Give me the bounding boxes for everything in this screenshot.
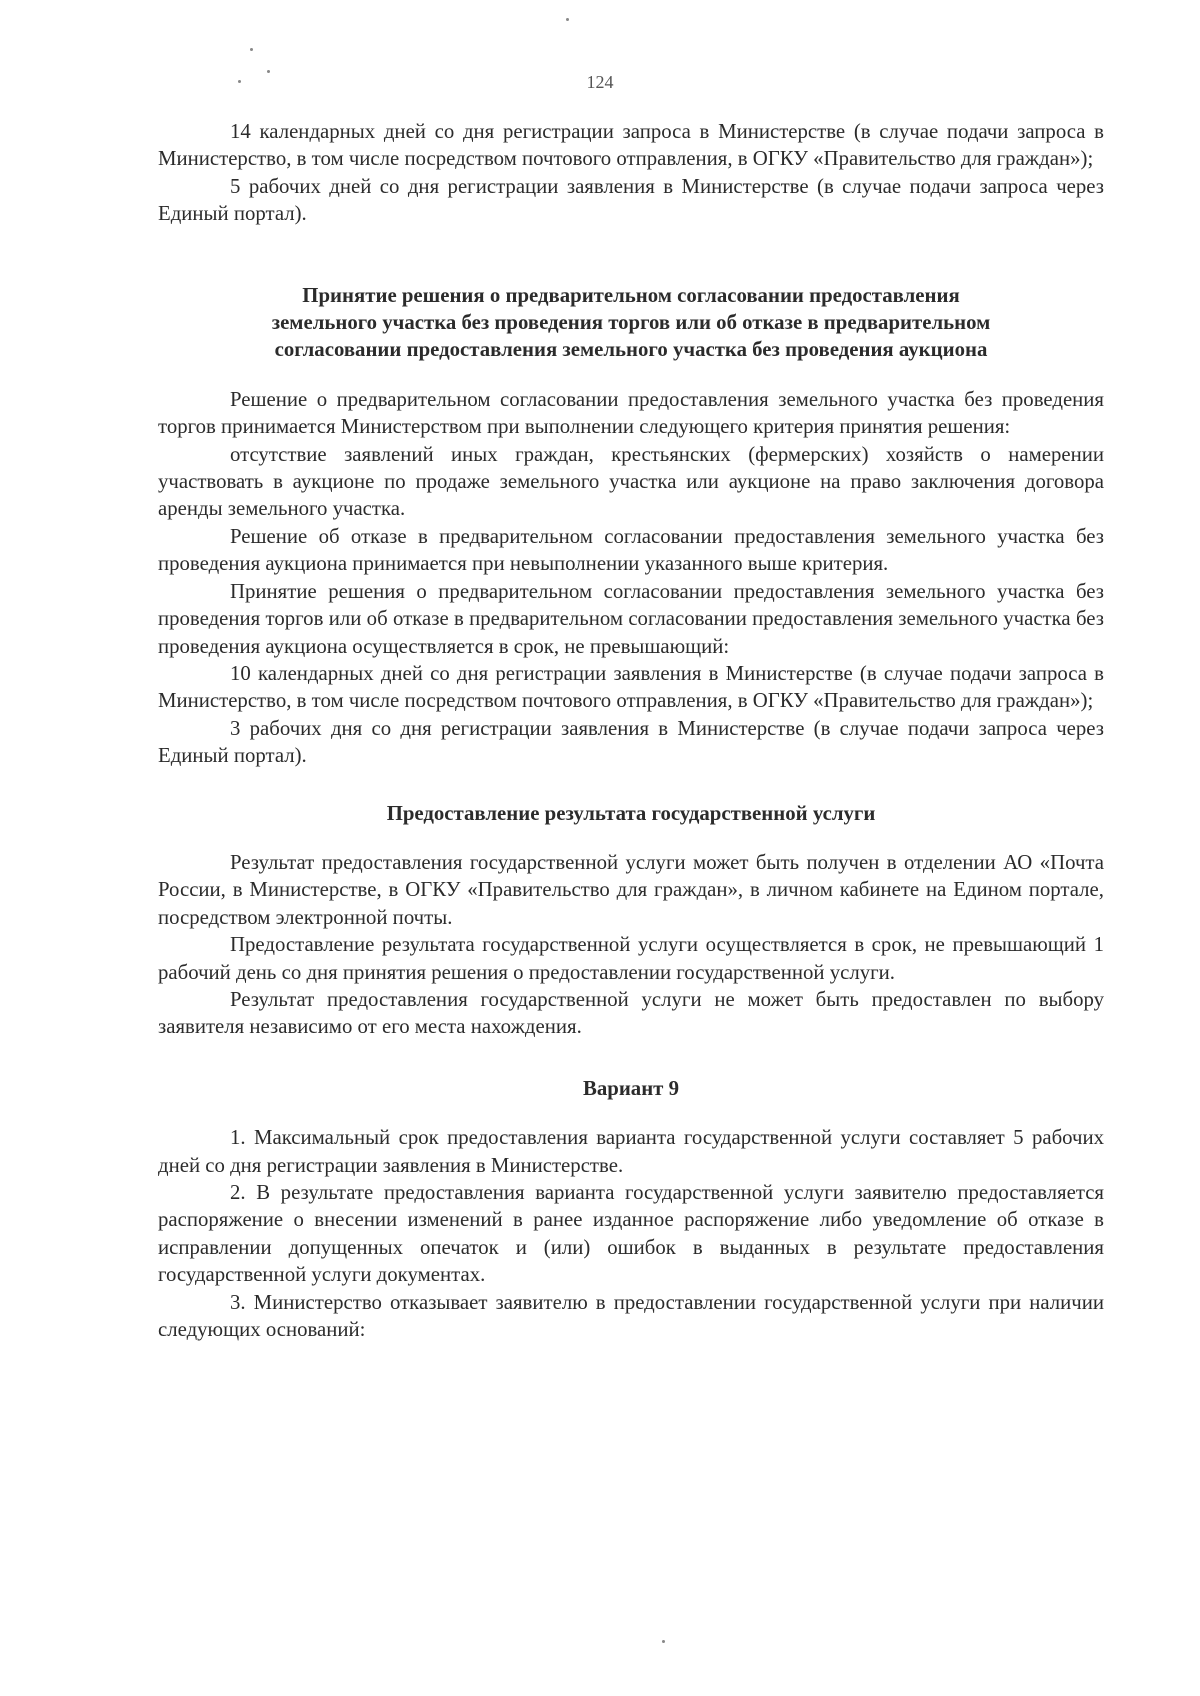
page-number: 124 bbox=[586, 72, 614, 92]
section-heading-decision bbox=[158, 282, 1104, 364]
document-body bbox=[158, 118, 1104, 1343]
section-heading-result: Предоставление результата государственной услуги bbox=[386, 801, 876, 825]
scan-speck bbox=[662, 1640, 665, 1643]
scan-speck bbox=[250, 48, 253, 51]
paragraph: отсутствие заявлений иных граждан, крестьянских (фермерских) хозяйств о намерении участвовать в аукционе по продаже земельного участка или аукционе на право заключения договора аренды земельного участка. bbox=[158, 442, 1104, 521]
paragraph: Решение о предварительном согласовании предоставления земельного участка без проведения торгов принимается Министерством при выполнении следующего критерия принятия решения: bbox=[158, 387, 1104, 439]
paragraph: 3 рабочих дня со дня регистрации заявления в Министерстве (в случае подачи запроса через Единый портал). bbox=[158, 716, 1104, 768]
heading-line: Принятие решения о предварительном согласовании предоставления bbox=[302, 283, 960, 307]
paragraph: Принятие решения о предварительном согласовании предоставления земельного участка без проведения торгов или об отказе в предварительном согласовании предоставления земельного участка без проведения аукциона осуществляется в срок, не превышающий: bbox=[158, 579, 1104, 658]
paragraph: Результат предоставления государственной услуги может быть получен в отделении АО «Почта России, в Министерстве, в ОГКУ «Правительство для граждан», в личном кабинете на Едином портале, посредством электронной почты. bbox=[158, 850, 1104, 929]
heading-line: земельного участка без проведения торгов или об отказе в предварительном bbox=[271, 311, 991, 335]
paragraph: 1. Максимальный срок предоставления варианта государственной услуги составляет 5 рабочих дней со дня регистрации заявления в Министерстве. bbox=[158, 1126, 1104, 1177]
paragraph: 2. В результате предоставления варианта государственной услуги заявителю предоставляется распоряжение о внесении изменений в ранее изданное распоряжение либо уведомление об отказе в исправлении допущенных опечаток и (или) ошибок в выданных в результате предоставления государственной услуги документах. bbox=[158, 1181, 1104, 1287]
paragraph: 3. Министерство отказывает заявителю в предоставлении государственной услуги при наличии следующих оснований: bbox=[158, 1290, 1104, 1342]
scan-speck bbox=[566, 18, 569, 21]
paragraph: 14 календарных дней со дня регистрации запроса в Министерстве (в случае подачи запроса в Министерство, в том числе посредством почтового отправления, в ОГКУ «Правительство для граждан»); bbox=[158, 120, 1104, 171]
section-heading-variant: Вариант 9 bbox=[582, 1076, 679, 1100]
heading-line: согласовании предоставления земельного участка без проведения аукциона bbox=[274, 338, 988, 362]
paragraph: Результат предоставления государственной услуги не может быть предоставлен по выбору заявителя независимо от его места нахождения. bbox=[158, 987, 1104, 1039]
paragraph: Предоставление результата государственной услуги осуществляется в срок, не превышающий 1 рабочий день со дня принятия решения о предоставлении государственной услуги. bbox=[158, 933, 1104, 984]
paragraph: 5 рабочих дней со дня регистрации заявления в Министерстве (в случае подачи запроса через Единый портал). bbox=[158, 174, 1104, 226]
paragraph: Решение об отказе в предварительном согласовании предоставления земельного участка без проведения аукциона принимается при невыполнении указанного выше критерия. bbox=[158, 524, 1104, 576]
paragraph: 10 календарных дней со дня регистрации заявления в Министерстве (в случае подачи запроса в Министерство, в том числе посредством почтового отправления, в ОГКУ «Правительство для граждан»); bbox=[158, 661, 1104, 713]
